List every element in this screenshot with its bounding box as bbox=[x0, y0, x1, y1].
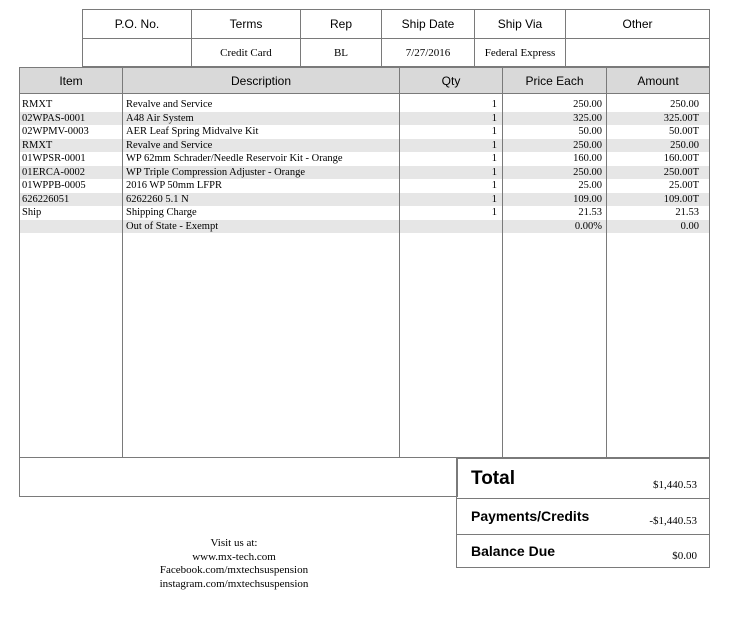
row-description: Out of State - Exempt bbox=[126, 220, 219, 232]
total-row bbox=[457, 459, 709, 499]
row-amount: 25.00T bbox=[668, 180, 699, 191]
row-item: Ship bbox=[22, 207, 42, 218]
row-price: 0.00% bbox=[574, 220, 602, 232]
balance-label: Balance Due bbox=[471, 543, 556, 559]
payments-label: Payments/Credits bbox=[471, 508, 590, 524]
row-price: 109.00 bbox=[573, 193, 602, 205]
column-header-qty: Qty bbox=[399, 67, 503, 94]
footer-facebook: Facebook.com/mxtechsuspension bbox=[159, 564, 309, 576]
row-qty: 1 bbox=[491, 139, 497, 151]
header-shipdate-value: 7/27/2016 bbox=[381, 38, 475, 67]
row-description: Revalve and Service bbox=[126, 139, 213, 151]
header-other-value bbox=[565, 38, 710, 67]
totals-box bbox=[456, 458, 710, 568]
total-value: $1,440.53 bbox=[653, 479, 697, 491]
row-amount: 21.53 bbox=[675, 207, 699, 218]
row-price: 21.53 bbox=[578, 207, 602, 218]
column-header-price-each: Price Each bbox=[502, 67, 607, 94]
row-description: 2016 WP 50mm LFPR bbox=[126, 180, 222, 191]
row-amount: 250.00 bbox=[670, 99, 699, 110]
row-amount: 50.00T bbox=[668, 126, 699, 137]
row-qty: 1 bbox=[491, 99, 497, 110]
row-amount: 109.00T bbox=[663, 193, 699, 205]
column-divider bbox=[122, 94, 123, 458]
row-qty: 1 bbox=[491, 207, 497, 218]
row-qty bbox=[400, 220, 497, 234]
header-po-label: P.O. No. bbox=[82, 9, 192, 39]
row-item: 02WPMV-0003 bbox=[22, 126, 89, 137]
column-header-description: Description bbox=[122, 67, 400, 94]
header-shipvia-value: Federal Express bbox=[474, 38, 566, 67]
row-description: 6262260 5.1 N bbox=[126, 193, 189, 205]
row-qty: 1 bbox=[491, 126, 497, 137]
balance-value: $0.00 bbox=[672, 550, 697, 562]
column-divider bbox=[19, 94, 20, 458]
row-description: AER Leaf Spring Midvalve Kit bbox=[126, 126, 259, 137]
row-item: RMXT bbox=[22, 99, 53, 110]
row-item: 01WPSR-0001 bbox=[22, 153, 86, 164]
row-description: A48 Air System bbox=[126, 112, 194, 124]
row-price: 250.00 bbox=[573, 139, 602, 151]
header-shipdate-label: Ship Date bbox=[381, 9, 475, 39]
row-amount: 160.00T bbox=[663, 153, 699, 164]
header-shipvia-label: Ship Via bbox=[474, 9, 566, 39]
header-po-value bbox=[82, 38, 192, 67]
footer-instagram: instagram.com/mxtechsuspension bbox=[159, 577, 309, 590]
row-description: Revalve and Service bbox=[126, 99, 213, 110]
column-divider bbox=[502, 94, 503, 458]
row-description: Shipping Charge bbox=[126, 207, 197, 218]
row-amount: 0.00 bbox=[680, 220, 699, 232]
column-divider bbox=[399, 94, 400, 458]
payments-value: -$1,440.53 bbox=[649, 515, 697, 527]
column-header-amount: Amount bbox=[606, 67, 710, 94]
header-rep-value: BL bbox=[300, 38, 382, 67]
row-item: RMXT bbox=[22, 139, 53, 151]
row-item: 626226051 bbox=[22, 193, 70, 205]
row-price: 160.00 bbox=[573, 153, 602, 164]
row-amount: 325.00T bbox=[663, 112, 699, 124]
row-amount: 250.00T bbox=[663, 166, 699, 178]
column-divider bbox=[709, 94, 710, 458]
column-divider bbox=[606, 94, 607, 458]
header-other-label: Other bbox=[565, 9, 710, 39]
footer-website: www.mx-tech.com bbox=[192, 550, 276, 563]
row-item: 01WPPB-0005 bbox=[22, 180, 86, 191]
total-label: Total bbox=[471, 468, 515, 489]
row-qty: 1 bbox=[491, 166, 497, 178]
balance-row bbox=[457, 535, 709, 567]
row-description: WP 62mm Schrader/Needle Reservoir Kit - Orange bbox=[126, 153, 343, 164]
memo-box bbox=[19, 457, 458, 497]
header-rep-label: Rep bbox=[300, 9, 382, 39]
row-qty: 1 bbox=[491, 180, 497, 191]
row-price: 250.00 bbox=[573, 166, 602, 178]
row-description: WP Triple Compression Adjuster - Orange bbox=[126, 166, 305, 178]
footer-contact bbox=[120, 537, 348, 591]
column-header-item: Item bbox=[19, 67, 123, 94]
row-price: 50.00 bbox=[578, 126, 602, 137]
row-price: 325.00 bbox=[573, 112, 602, 124]
header-terms-value: Credit Card bbox=[191, 38, 301, 67]
row-item: 02WPAS-0001 bbox=[22, 112, 86, 124]
row-price: 25.00 bbox=[578, 180, 602, 191]
footer-visit: Visit us at: bbox=[210, 537, 258, 549]
payments-row bbox=[457, 499, 709, 535]
header-terms-label: Terms bbox=[191, 9, 301, 39]
row-item bbox=[22, 220, 120, 234]
row-qty: 1 bbox=[491, 112, 497, 124]
row-price: 250.00 bbox=[573, 99, 602, 110]
row-qty: 1 bbox=[491, 153, 497, 164]
row-amount: 250.00 bbox=[670, 139, 699, 151]
row-item: 01ERCA-0002 bbox=[22, 166, 85, 178]
row-qty: 1 bbox=[491, 193, 497, 205]
